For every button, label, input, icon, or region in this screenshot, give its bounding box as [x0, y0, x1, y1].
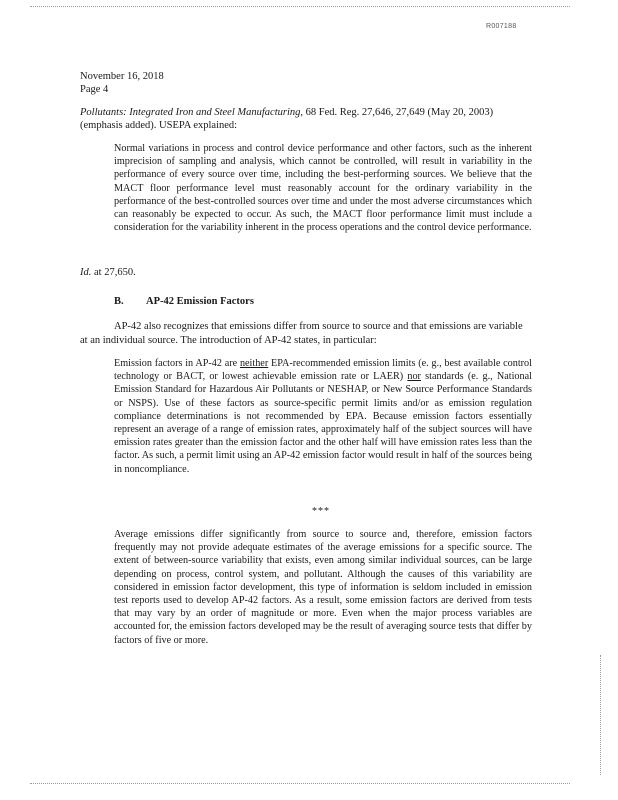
- quote-2-part-a: Emission factors in AP-42 are: [114, 358, 240, 369]
- page-number: Page 4: [80, 84, 109, 95]
- section-letter: B.: [114, 296, 124, 307]
- scan-edge-bottom: [30, 783, 570, 784]
- section-heading: [114, 296, 254, 307]
- id-pin-cite: at 27,650.: [91, 267, 136, 278]
- citation-reference: , 68 Fed. Reg. 27,646, 27,649 (May 20, 2003) (emphasis added). USEPA explained:: [80, 107, 494, 131]
- quote-2-nor: nor: [407, 371, 421, 383]
- citation-paragraph: [80, 106, 532, 132]
- id-citation: [80, 267, 136, 278]
- id-abbrev: Id.: [80, 267, 92, 278]
- quote-2-part-c: standards (e. g., National Emission Standard for Hazardous Air Pollutants or NESHAP, or New Source Performance Standards or NSPS). Use of these factors as source-specific permit limits and/or as emission regulation compliance determinations is not recommended by EPA. Because emission factors essentially represent an average of a range of emission rates, approximately half of the subject sources will have emission rates greater than the emission factor and the other half will have emission rates less than the factor. As such, a permit limit using an AP-42 emission factor would result in half of the sources being in noncompliance.: [114, 371, 532, 475]
- scan-edge-right: [600, 655, 601, 775]
- quote-2-neither: neither: [239, 358, 269, 369]
- letter-date: November 16, 2018: [80, 71, 164, 82]
- citation-title: Pollutants: Integrated Iron and Steel Manufacturing: [80, 107, 301, 118]
- quote-2-part-b: EPA-recommended emission limits (e. g., best available control technology or BACT, or lowest achievable emission rate or LAER): [114, 358, 532, 383]
- block-quote-ap42-emission-factors: [114, 357, 532, 476]
- ellipsis-stars: ***: [312, 506, 330, 517]
- intro-paragraph: AP-42 also recognizes that emissions differ from source to source and that emissions are variable at an individual source. The introduction of AP-42 states, in particular:: [80, 321, 523, 346]
- block-quote-average-emissions: Average emissions differ significantly from source to source and, therefore, emission factors frequently may not provide adequate estimates of the average emissions for a specific source. The extent of between-source variability that exists, even among similar individual sources, can be large depending on process, control system, and pollutant. Although the causes of this variability are considered in emission factor development, this type of information is seldom included in emission test reports used to develop AP-42 factors. As a result, some emission factors are derived from tests that may vary by an order of magnitude or more. Even when the major process variables are accounted for, the emission factors developed may be the result of averaging source tests that differ by factors of five or more.: [114, 529, 532, 646]
- scan-edge-top: [30, 6, 570, 7]
- bates-number: R007188: [486, 23, 517, 30]
- section-title: AP-42 Emission Factors: [146, 296, 254, 307]
- block-quote-mact: Normal variations in process and control device performance and other factors, such as the inherent imprecision of sampling and analysis, which cannot be controlled, will result in variability in the performance of every source over time, including the best-performing sources. We believe that the MACT floor performance level must reasonably account for the ordinary variability in the performance of the best-controlled sources over time and under the most adverse circumstances which can reasonably be expected to occur. As such, the MACT floor performance limit must include a consideration for the variability inherent in the process operations and the control device performance.: [114, 143, 532, 234]
